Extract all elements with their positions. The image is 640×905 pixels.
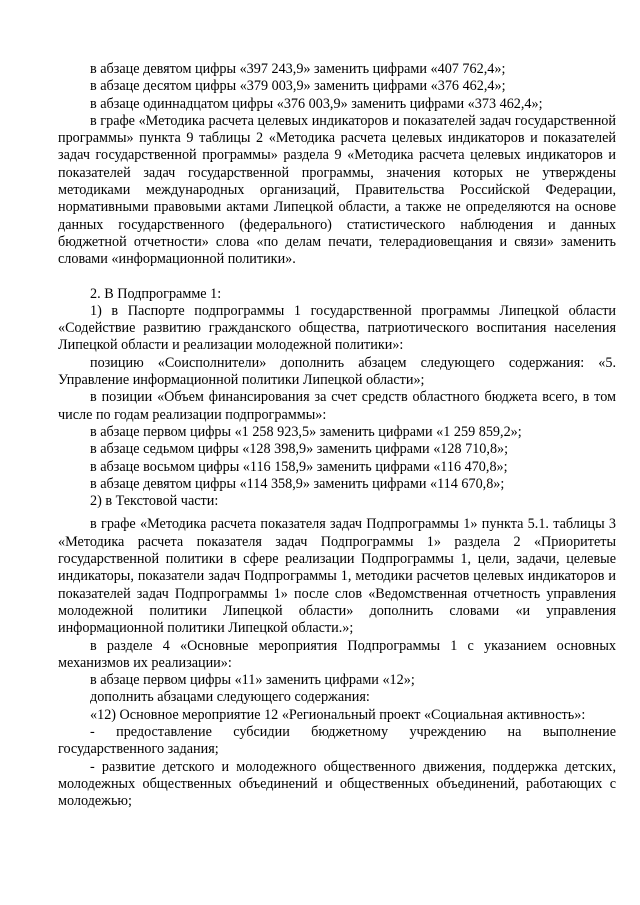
paragraph-amendment-10: в абзаце десятом цифры «379 003,9» заменить цифрами «376 462,4»; (90, 78, 506, 95)
paragraph-methodology-graph: в графе «Методика расчета целевых индикаторов и показателей задач государственной программы» пункта 9 таблицы 2 «Методика расчета целевых индикаторов и показателей задач государственной программы» раздела 9 «Методика расчета целевых индикаторов и показателей задач государственной программы, значения которых не утверждены методиками международных организаций, Правительства Российской Федерации, нормативными правовыми актами Липецкой области, а также не определяются на основе данных государственного (федерального) статистического наблюдения и данных бюджетной отчетности» слова «по делам печати, телерадиовещания и связи» заменить словами «информационной политики». (58, 112, 616, 268)
paragraph-amendment-11: в абзаце одиннадцатом цифры «376 003,9» заменить цифрами «373 462,4»; (90, 95, 543, 112)
paragraph-passport: 1) в Паспорте подпрограммы 1 государственной программы Липецкой области «Содействие развитию гражданского общества, патриотического воспитания населения Липецкой области и реализации молодежной политики»: (58, 302, 616, 354)
paragraph-subsidy: - предоставление субсидии бюджетному учреждению на выполнение государственного задания; (58, 723, 616, 758)
paragraph-add-abzacs: дополнить абзацами следующего содержания: (90, 689, 370, 706)
paragraph-indicator-methodology: в графе «Методика расчета показателя задач Подпрограммы 1» пункта 5.1. таблицы 3 «Методика расчета показателя задач Подпрограммы 1» раздела 2 «Приоритеты государственной политики в сфере реализации Подпрограммы 1, цели, задачи, целевые индикаторы, показатели задач Подпрограммы 1, методики расчетов целевых индикаторов и показателей задач Подпрограммы 1» после слов «Ведомственная отчетность управления молодежной политики Липецкой области» дополнить словами «и управления информационной политики Липецкой области.»; (58, 516, 616, 637)
paragraph-text-part: 2) в Текстовой части: (90, 493, 219, 510)
paragraph-amendment-9: в абзаце девятом цифры «397 243,9» заменить цифрами «407 762,4»; (90, 61, 506, 77)
paragraph-main-activity-12: «12) Основное мероприятие 12 «Региональный проект «Социальная активность»: (90, 706, 586, 723)
spacer (88, 269, 616, 286)
paragraph-section-4: в разделе 4 «Основные мероприятия Подпрограммы 1 с указанием основных механизмов их реализации»: (58, 637, 616, 671)
paragraph-ninth-abzac: в абзаце девятом цифры «114 358,9» заменить цифрами «114 670,8»; (90, 475, 505, 492)
paragraph-financing-position: в позиции «Объем финансирования за счет средств областного бюджета всего, в том числе по годам реализации подпрограммы»: (58, 389, 616, 423)
paragraph-first-abzac-11-12: в абзаце первом цифры «11» заменить цифрами «12»; (90, 672, 415, 689)
paragraph-eighth-abzac: в абзаце восьмом цифры «116 158,9» заменить цифрами «116 470,8»; (90, 458, 508, 475)
document-page (58, 61, 616, 810)
paragraph-seventh-abzac: в абзаце седьмом цифры «128 398,9» заменить цифрами «128 710,8»; (90, 441, 509, 458)
paragraph-first-abzac: в абзаце первом цифры «1 258 923,5» заменить цифрами «1 259 859,2»; (90, 423, 522, 440)
paragraph-youth-movement: - развитие детского и молодежного общественного движения, поддержка детских, молодежных общественных объединений и общественных объединений, работающих с молодежью; (58, 758, 616, 810)
paragraph-coexecutors: позицию «Соисполнители» дополнить абзацем следующего содержания: «5. Управление информационной политики Липецкой области»; (58, 354, 616, 389)
section-title-subprogram-1: 2. В Подпрограмме 1: (90, 285, 222, 302)
